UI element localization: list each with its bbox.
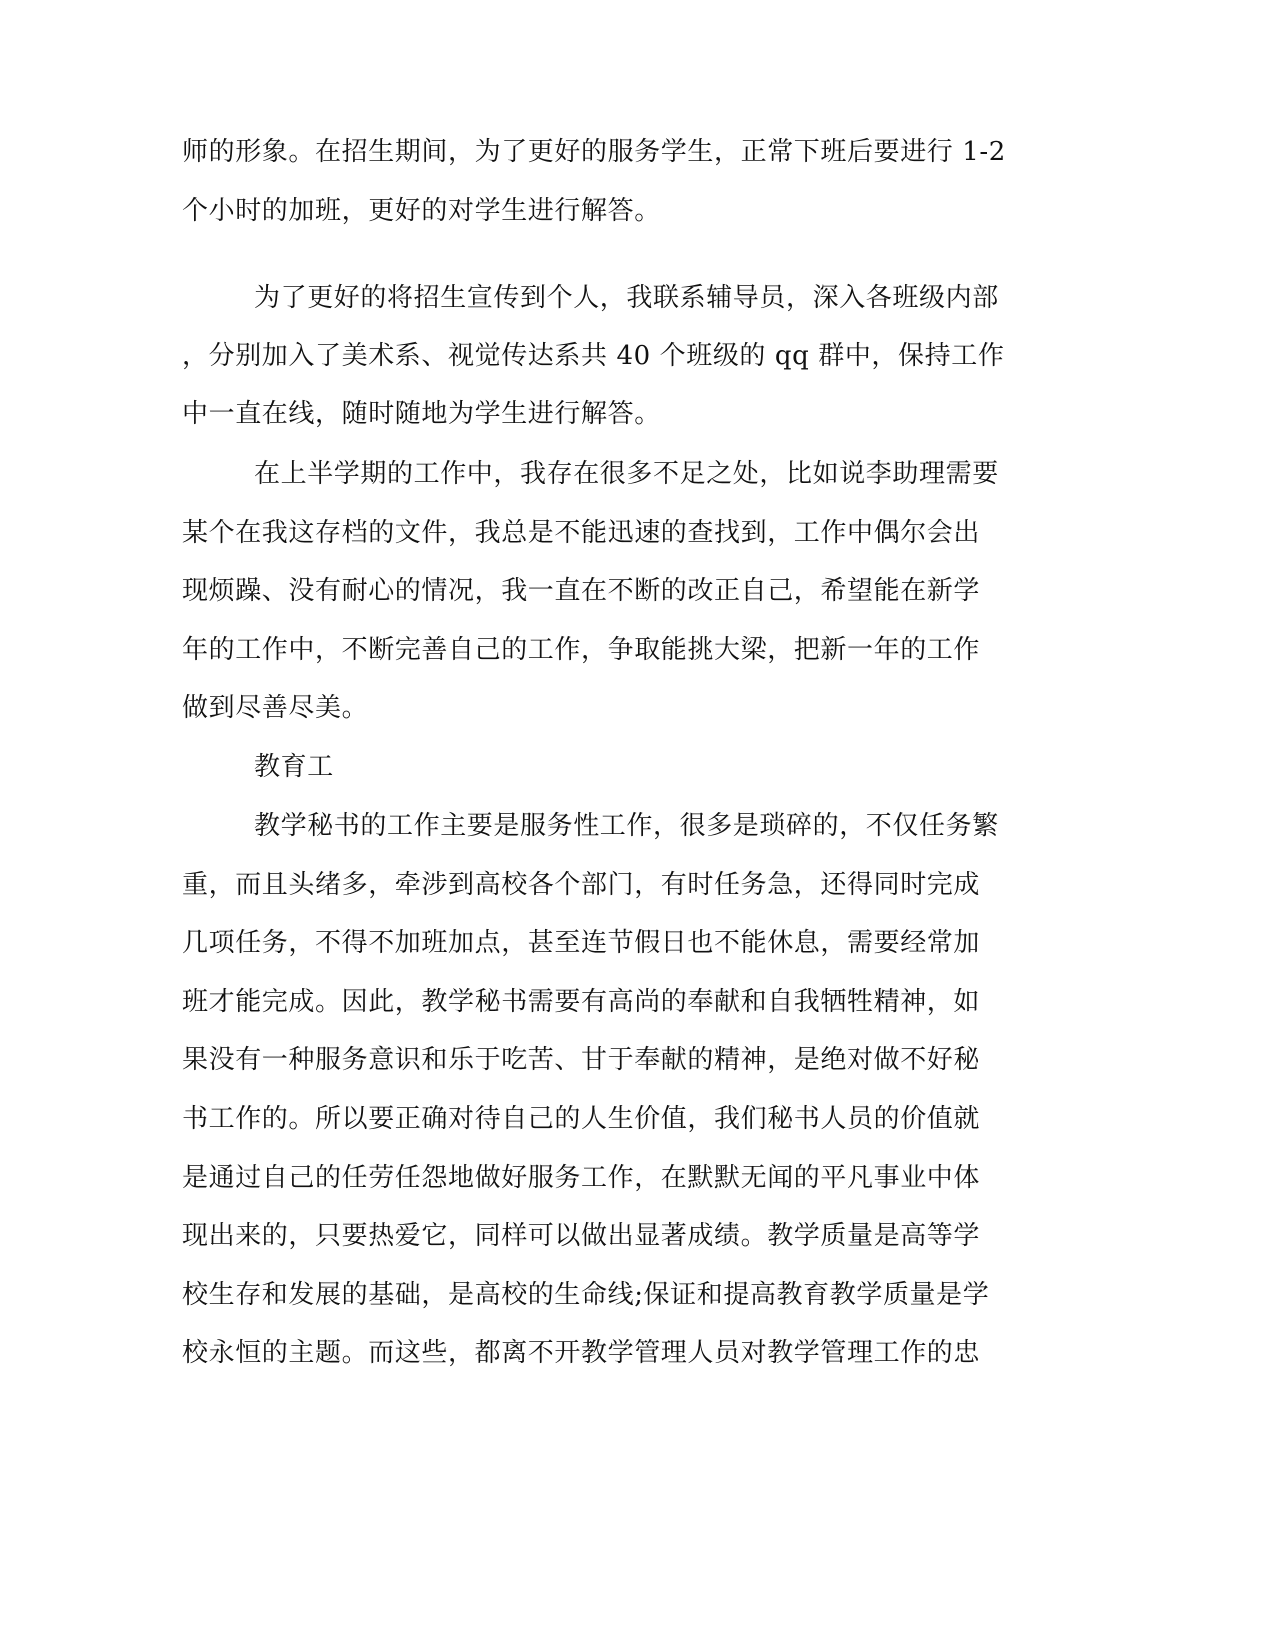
paragraph-start-line: 为了更好的将招生宣传到个人，我联系辅导员，深入各班级内部 [254, 283, 999, 313]
text-line: 某个在我这存档的文件，我总是不能迅速的查找到，工作中偶尔会出 [182, 518, 981, 548]
text-line: 现烦躁、没有耐心的情况，我一直在不断的改正自己，希望能在新学 [182, 576, 981, 606]
text-line: 校永恒的主题。而这些，都离不开教学管理人员对教学管理工作的忠 [182, 1338, 981, 1368]
text-line: 果没有一种服务意识和乐于吃苦、甘于奉献的精神，是绝对做不好秘 [182, 1045, 981, 1075]
text-line: 师的形象。在招生期间，为了更好的服务学生，正常下班后要进行 1-2 [182, 137, 1006, 167]
section-heading: 教育工 [254, 752, 334, 782]
text-line: 班才能完成。因此，教学秘书需要有高尚的奉献和自我牺牲精神，如 [182, 987, 981, 1017]
text-line: 中一直在线，随时随地为学生进行解答。 [182, 399, 661, 429]
text-line: 书工作的。所以要正确对待自己的人生价值，我们秘书人员的价值就 [182, 1104, 981, 1134]
text-line: 现出来的，只要热爱它，同样可以做出显著成绩。教学质量是高等学 [182, 1221, 981, 1251]
text-line: 几项任务，不得不加班加点，甚至连节假日也不能休息，需要经常加 [182, 928, 981, 958]
text-line: 校生存和发展的基础，是高校的生命线;保证和提高教育教学质量是学 [182, 1280, 990, 1310]
text-line: 是通过自己的任劳任怨地做好服务工作，在默默无闻的平凡事业中体 [182, 1163, 981, 1193]
text-line: 个小时的加班，更好的对学生进行解答。 [182, 196, 661, 226]
text-line: 重，而且头绪多，牵涉到高校各个部门，有时任务急，还得同时完成 [182, 870, 981, 900]
text-line: 年的工作中，不断完善自己的工作，争取能挑大梁，把新一年的工作 [182, 635, 981, 665]
paragraph-start-line: 教学秘书的工作主要是服务性工作，很多是琐碎的，不仅任务繁 [254, 811, 999, 841]
paragraph-start-line: 在上半学期的工作中，我存在很多不足之处，比如说李助理需要 [254, 459, 999, 489]
text-line: ，分别加入了美术系、视觉传达系共 40 个班级的 qq 群中，保持工作 [182, 341, 1005, 371]
text-line: 做到尽善尽美。 [182, 693, 369, 723]
